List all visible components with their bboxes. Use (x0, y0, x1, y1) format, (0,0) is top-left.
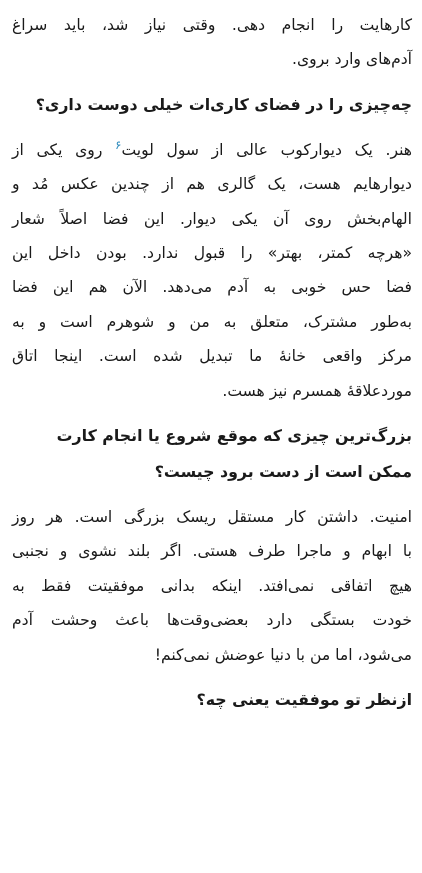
text-line (12, 133, 412, 167)
text-line: مرکز واقعی خانهٔ ما تبدیل شده است. اینجا اتاق (12, 347, 412, 366)
text-line: «هرچه کمتر، بهتر» را قبول ندارد. بودن داخل این (12, 244, 412, 263)
heading-line: ممکن است از دست برود چیست؟ (154, 462, 412, 482)
text-line: الهام‌بخش روی آن یکی دیوار. این فضا اصلاً شعار (12, 209, 412, 228)
text-line: موردعلاقهٔ همسرم نیز هست. (222, 381, 412, 400)
text-line: با ابهام و ماجرا طرف هستی. اگر بلند نشوی و نجنبی (12, 542, 412, 561)
paragraph-risk-answer (12, 500, 412, 672)
text-line: فضا حس خوبی به آدم می‌دهد. الآن هم این فضا (12, 278, 412, 297)
text-line: دیوارهایم هست، یک گالری هم از چندین عکس مُد و (12, 175, 412, 194)
heading-line: بزرگ‌ترین چیزی که موقع شروع یا انجام کارت (56, 426, 412, 446)
text-line: کارهایت را انجام دهی. وقتی نیاز شد، باید سراغ (12, 16, 412, 34)
text-line: آدم‌های وارد بروی. (292, 50, 412, 69)
footnote-marker[interactable]: ۶ (115, 137, 122, 152)
text-line: امنیت. داشتن کار مستقل ریسک بزرگی است. هر روز (12, 508, 412, 527)
text-segment: روی یکی از (12, 140, 115, 159)
question-heading-success: ازنظر تو موفقیت یعنی چه؟ (196, 690, 412, 710)
text-line: خودت بستگی دارد بعضی‌وقت‌ها باعث وحشت آدم (12, 611, 412, 630)
question-heading-workspace: چه‌چیزی را در فضای کاری‌ات خیلی دوست داری؟ (35, 94, 412, 114)
paragraph-workspace-answer (12, 133, 412, 408)
question-heading-risk (12, 418, 412, 490)
text-line: به‌طور مشترک، متعلق به من و شوهرم است و به (12, 312, 412, 331)
text-segment: هنر. یک دیوارکوب عالی از سول لویت (121, 140, 413, 159)
paragraph-intro (12, 8, 412, 77)
text-line: هیچ اتفاقی نمی‌افتد. اینکه بدانی موفقیتت فقط به (12, 576, 412, 595)
text-line: می‌شود، اما من با دنیا عوضش نمی‌کنم! (154, 645, 412, 664)
